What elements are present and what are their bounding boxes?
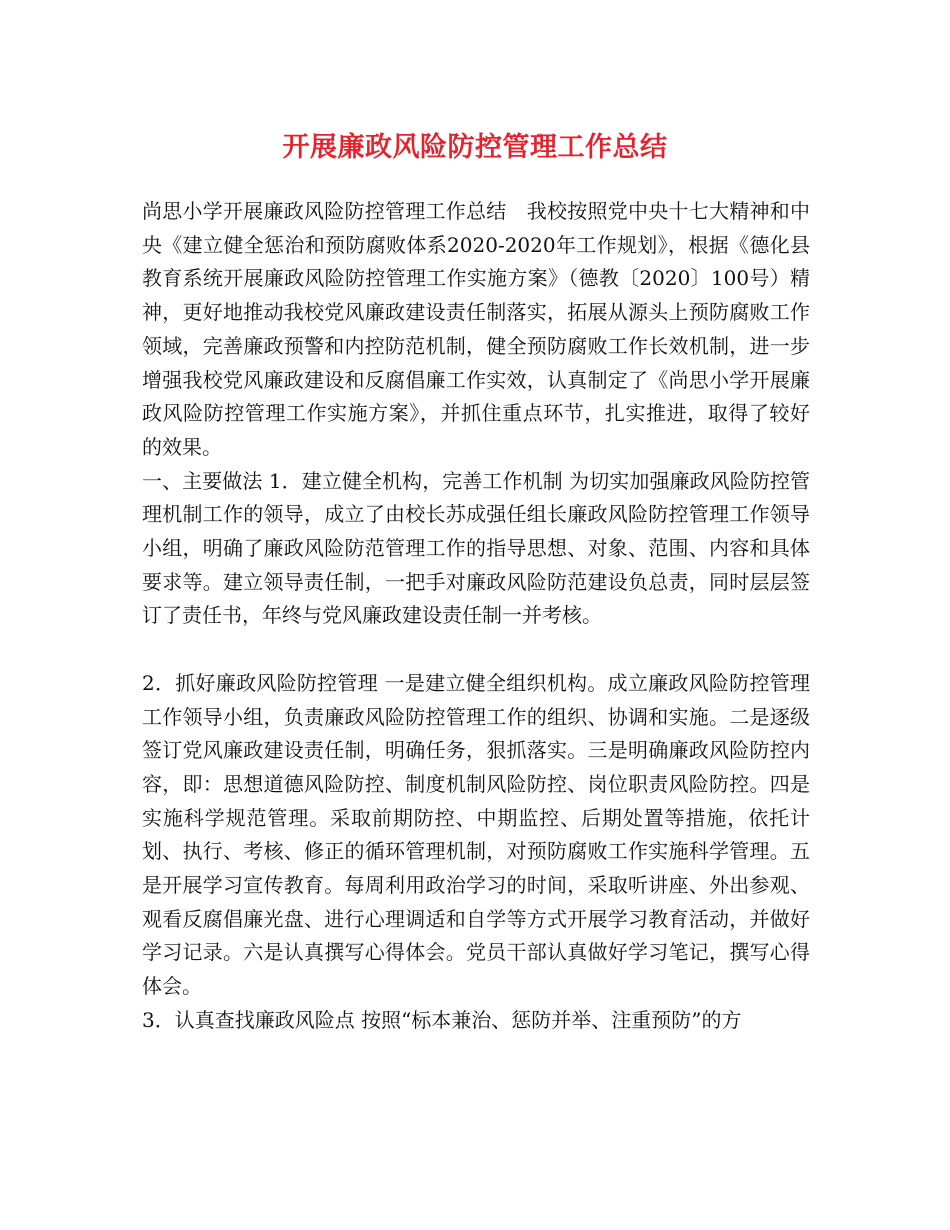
paragraph-main-practices: 一、主要做法 1．建立健全机构，完善工作机制 为切实加强廉政风险防控管理机制工作的领导，成立了由校长苏成强任组长廉政风险防控管理工作领导小组，明确了廉政风险防范管理工作的指导思想、对象、范围、内容和具体要求等。建立领导责任制，一把手对廉政风险防范建设负总责，同时层层签订了责任书，年终与党风廉政建设责任制一并考核。 xyxy=(142,468,810,628)
paragraph-risk-points: 3．认真查找廉政风险点 按照“标本兼治、惩防并举、注重预防”的方 xyxy=(142,1007,742,1032)
paragraph-intro: 尚思小学开展廉政风险防控管理工作总结 我校按照党中央十七大精神和中央《建立健全惩治和预防腐败体系2020-2020年工作规划》，根据《德化县教育系统开展廉政风险防控管理工作实施方案》（德教〔2020〕100号）精神，更好地推动我校党风廉政建设责任制落实，拓展从源头上预防腐败工作领域，完善廉政预警和内控防范机制，健全预防腐败工作长效机制，进一步增强我校党风廉政建设和反腐倡廉工作实效，认真制定了《尚思小学开展廉政风险防控管理工作实施方案》，并抓住重点环节，扎实推进，取得了较好的效果。 xyxy=(142,199,810,459)
paragraph-gap xyxy=(142,633,810,667)
document-body xyxy=(142,195,810,1038)
paragraph-risk-control: 2．抓好廉政风险防控管理 一是建立健全组织机构。成立廉政风险防控管理工作领导小组，负责廉政风险防控管理工作的组织、协调和实施。二是逐级签订党风廉政建设责任制，明确任务，狠抓落实。三是明确廉政风险防控内容，即：思想道德风险防控、制度机制风险防控、岗位职责风险防控。四是实施科学规范管理。采取前期防控、中期监控、后期处置等措施，依托计划、执行、考核、修正的循环管理机制，对预防腐败工作实施科学管理。五是开展学习宣传教育。每周利用政治学习的时间，采取听讲座、外出参观、观看反腐倡廉光盘、进行心理调适和自学等方式开展学习教育活动，并做好学习记录。六是认真撰写心得体会。党员干部认真做好学习笔记，撰写心得体会。 xyxy=(142,670,810,999)
document-title: 开展廉政风险防控管理工作总结 xyxy=(282,132,668,163)
